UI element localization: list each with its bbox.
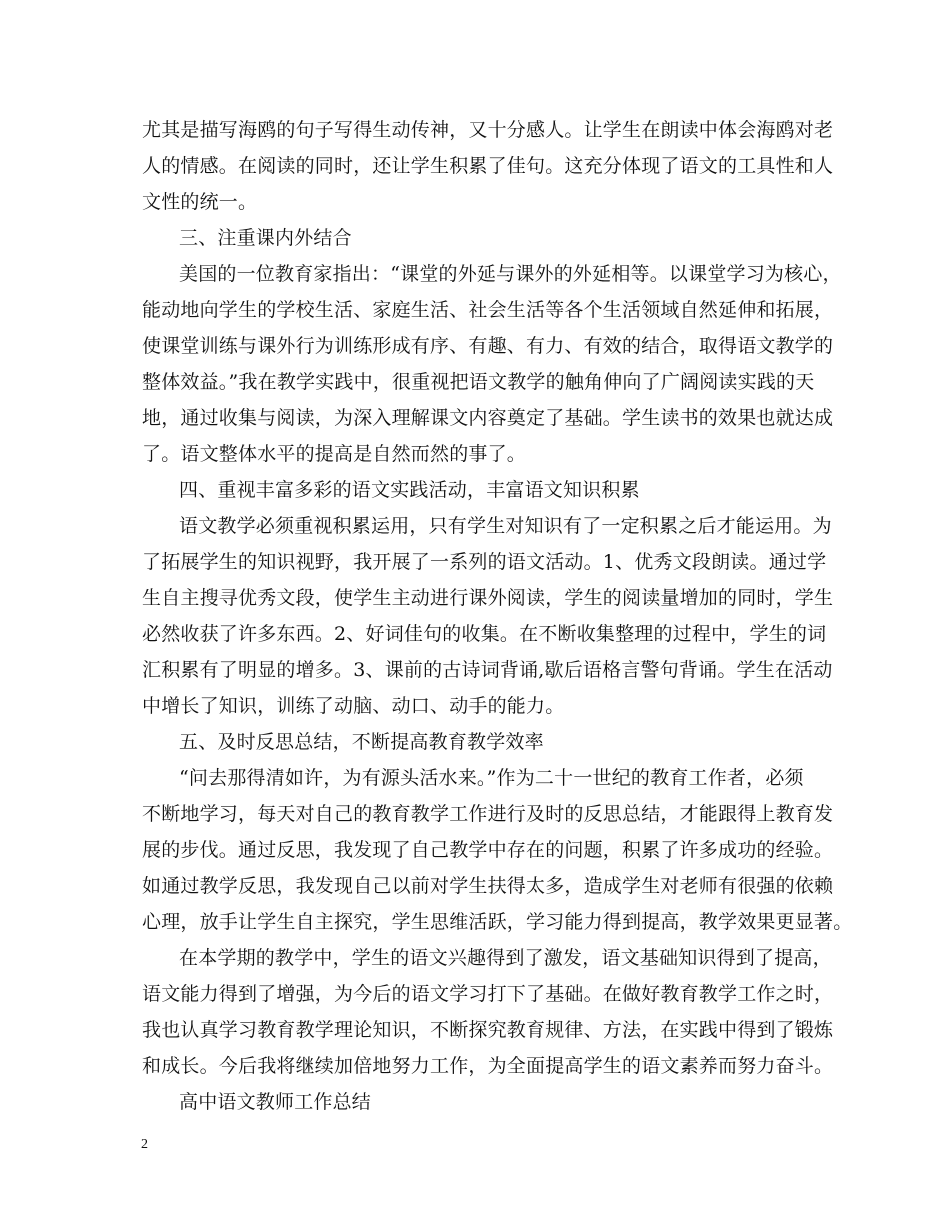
document-body (142, 112, 853, 1120)
text-line: 人的情感。在阅读的同时，还让学生积累了佳句。这充分体现了语文的工具性和人 (142, 155, 834, 177)
text-line: 能动地向学生的学校生活、家庭生活、社会生活等各个生活领域自然延伸和拓展， (142, 299, 834, 321)
text-line: 中增长了知识，训练了动脑、动口、动手的能力。 (142, 695, 565, 717)
paragraph-start: 语文教学必须重视积累运用，只有学生对知识有了一定积累之后才能运用。为 (179, 515, 832, 537)
text-line: 不断地学习，每天对自己的教育教学工作进行及时的反思总结，才能跟得上教育发 (142, 803, 834, 825)
text-line: 尤其是描写海鸥的句子写得生动传神，又十分感人。让学生在朗读中体会海鸥对老 (142, 119, 834, 141)
text-line: 汇积累有了明显的增多。3、课前的古诗词背诵,歇后语格言警句背诵。学生在活动 (142, 659, 833, 681)
text-line: 地，通过收集与阅读，为深入理解课文内容奠定了基础。学生读书的效果也就达成 (142, 407, 834, 429)
text-line: 整体效益。”我在教学实践中，很重视把语文教学的触角伸向了广阔阅读实践的天 (142, 371, 815, 393)
text-line: 和成长。今后我将继续加倍地努力工作，为全面提高学生的语文素养而努力奋斗。 (142, 1055, 834, 1077)
page-number: 2 (141, 1137, 148, 1152)
section-heading: 三、注重课内外结合 (179, 227, 352, 249)
document-title: 高中语文教师工作总结 (179, 1091, 372, 1113)
text-line: 我也认真学习教育教学理论知识，不断探究教育规律、方法，在实践中得到了锻炼 (142, 1019, 834, 1041)
text-line: 必然收获了许多东西。2、好词佳句的收集。在不断收集整理的过程中，学生的词 (142, 623, 827, 645)
text-line: 使课堂训练与课外行为训练形成有序、有趣、有力、有效的结合，取得语文教学的 (142, 335, 834, 357)
section-heading: 四、重视丰富多彩的语文实践活动，丰富语文知识积累 (179, 479, 640, 501)
text-line: 了。语文整体水平的提高是自然而然的事了。 (142, 443, 527, 465)
paragraph-start: 美国的一位教育家指出：“课堂的外延与课外的外延相等。以课堂学习为核心， (179, 263, 842, 285)
paragraph-start: “问去那得清如许，为有源头活水来。”作为二十一世纪的教育工作者，必须 (179, 767, 804, 789)
text-line: 展的步伐。通过反思，我发现了自己教学中存在的问题，积累了许多成功的经验。 (142, 839, 834, 861)
text-line: 了拓展学生的知识视野，我开展了一系列的语文活动。1、优秀文段朗读。通过学 (142, 551, 827, 573)
text-line: 如通过教学反思，我发现自己以前对学生扶得太多，造成学生对老师有很强的依赖 (142, 875, 834, 897)
text-line: 文性的统一。 (142, 191, 258, 213)
text-line: 心理，放手让学生自主探究，学生思维活跃，学习能力得到提高，教学效果更显著。 (142, 911, 853, 933)
text-line: 语文能力得到了增强，为今后的语文学习打下了基础。在做好教育教学工作之时， (142, 983, 834, 1005)
paragraph-start: 在本学期的教学中，学生的语文兴趣得到了激发，语文基础知识得到了提高， (179, 947, 832, 969)
text-line: 生自主搜寻优秀文段，使学生主动进行课外阅读，学生的阅读量增加的同时，学生 (142, 587, 834, 609)
section-heading: 五、及时反思总结，不断提高教育教学效率 (179, 731, 544, 753)
